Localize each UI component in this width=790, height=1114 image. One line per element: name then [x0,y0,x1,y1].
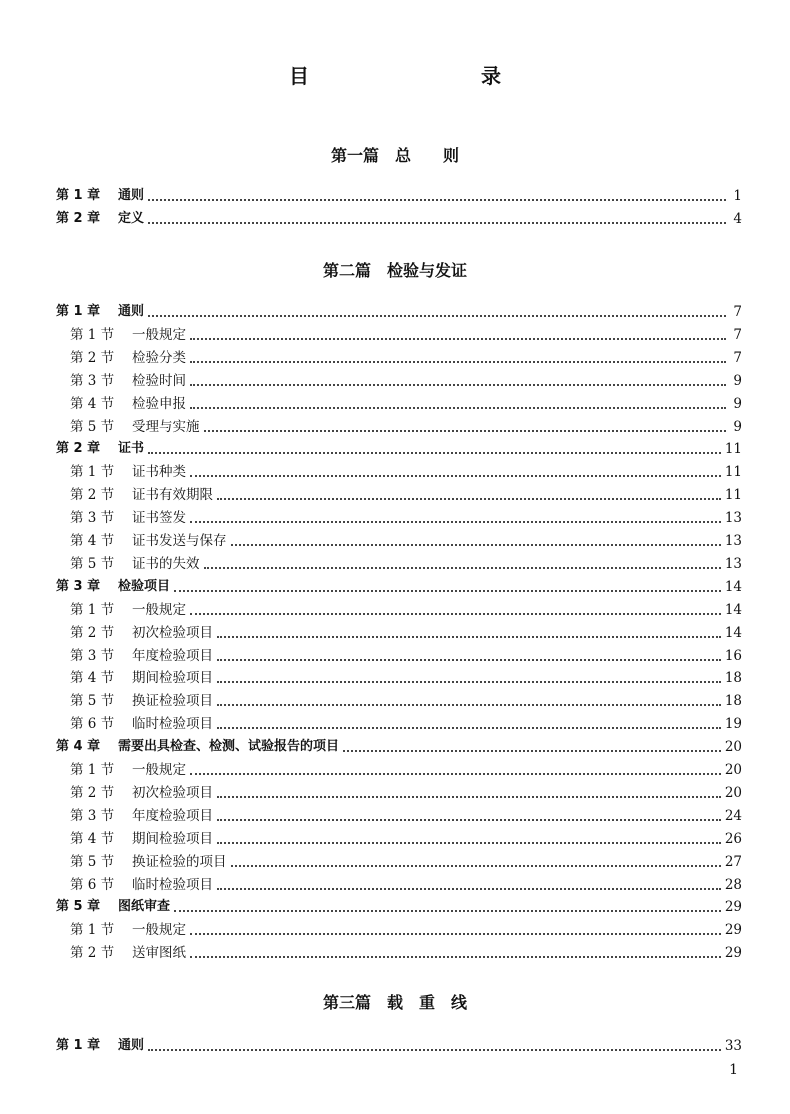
part-heading: 第一篇 总 则 [330,146,459,165]
entry-label [56,577,170,597]
entry-number: 第 2 节 [70,349,115,366]
entry-title: 证书有效期限 [132,487,213,504]
toc-section-entry[interactable] [70,852,742,872]
entry-page: 33 [724,1038,742,1054]
toc-section-entry[interactable] [70,943,742,963]
entry-page: 20 [724,762,742,778]
toc-section-entry[interactable] [70,394,742,414]
entry-number: 第 2 章 [56,210,101,226]
entry-label [56,186,144,206]
entry-number: 第 1 节 [70,326,115,343]
entry-title: 证书种类 [132,464,186,481]
part-heading: 第三篇 载 重 线 [322,993,467,1012]
entry-page: 14 [724,601,742,618]
dot-leader [217,659,721,661]
toc-section-entry[interactable] [70,875,742,895]
part-heading: 第二篇 检验与发证 [322,261,467,280]
entry-title: 检验分类 [132,349,186,366]
toc-section-entry[interactable] [70,462,742,482]
dot-leader [217,888,721,890]
dot-leader [190,773,721,775]
entry-number: 第 6 节 [70,876,115,893]
entry-page: 11 [724,464,742,481]
entry-title: 期间检验项目 [132,670,213,687]
entry-label [70,371,186,391]
toc-section-entry[interactable] [70,600,742,620]
entry-label [56,439,144,459]
entry-number: 第 5 节 [70,555,115,572]
entry-number: 第 2 节 [70,487,115,504]
entry-title: 通则 [118,304,145,319]
entry-title: 一般规定 [132,326,186,343]
entry-page: 13 [724,555,742,572]
entry-label [70,508,186,528]
entry-page: 4 [733,210,742,227]
entry-number: 第 1 章 [56,304,101,319]
entry-title: 证书的失效 [132,555,200,572]
dot-leader [148,452,721,454]
dot-leader [217,796,721,798]
entry-title: 临时检验项目 [132,716,213,733]
dot-leader [217,704,721,706]
entry-label [70,852,227,872]
toc-section-entry[interactable] [70,691,742,711]
entry-number: 第 5 节 [70,853,115,870]
entry-title: 送审图纸 [132,945,186,962]
entry-title: 检验时间 [132,372,186,389]
entry-page: 27 [724,853,742,870]
toc-chapter-entry[interactable] [56,577,742,597]
entry-title: 证书 [118,441,145,457]
entry-number: 第 5 节 [70,693,115,710]
entry-number: 第 3 节 [70,647,115,664]
entry-title: 证书签发 [132,510,186,527]
dot-leader [174,910,721,912]
dot-leader [190,613,721,615]
entry-title: 受理与实施 [132,418,200,435]
entry-page: 7 [733,304,742,320]
dot-leader [343,750,721,752]
entry-page: 18 [724,693,742,710]
dot-leader [190,361,726,363]
entry-number: 第 2 章 [56,441,101,457]
toc-section-entry[interactable] [70,646,742,666]
entry-label [56,897,170,917]
toc-section-entry[interactable] [70,623,742,643]
entry-label [70,920,186,940]
toc-section-entry[interactable] [70,783,742,803]
entry-title: 换证检验的项目 [132,853,227,870]
toc-chapter-entry[interactable] [56,897,742,917]
toc-chapter-entry[interactable] [56,209,742,229]
entry-page: 11 [724,441,742,458]
entry-number: 第 1 节 [70,922,115,939]
dot-leader [190,521,721,523]
entry-label [70,714,213,734]
entry-page: 29 [724,922,742,939]
entry-label [56,302,144,322]
entry-page: 11 [724,487,742,504]
toc-chapter-entry[interactable] [56,186,742,206]
entry-page: 9 [733,418,742,435]
entry-label [70,554,200,574]
dot-leader [217,727,721,729]
entry-title: 图纸审查 [118,899,171,915]
dot-leader [148,315,726,317]
entry-number: 第 2 节 [70,784,115,801]
entry-number: 第 4 章 [56,739,101,755]
entry-page: 9 [733,395,742,412]
toc-section-entry[interactable] [70,668,742,688]
entry-number: 第 4 节 [70,395,115,412]
entry-title: 初次检验项目 [132,624,213,641]
entry-title: 证书发送与保存 [132,533,227,549]
dot-leader [190,475,721,477]
entry-number: 第 4 节 [70,670,115,687]
entry-number: 第 2 节 [70,945,115,962]
toc-chapter-entry[interactable] [56,439,742,459]
entry-label [70,600,186,620]
entry-page: 20 [724,784,742,801]
entry-number: 第 1 章 [56,188,101,203]
toc-section-entry[interactable] [70,508,742,528]
entry-label [70,875,213,895]
dot-leader [217,498,721,500]
entry-label [70,531,227,551]
entry-label [56,209,144,229]
dot-leader [217,681,721,683]
dot-leader [190,338,726,340]
entry-label [70,943,186,963]
entry-label [56,737,339,757]
dot-leader [217,636,721,638]
dot-leader [190,384,726,386]
dot-leader [190,407,726,409]
entry-label [70,829,213,849]
entry-page: 1 [733,188,742,204]
toc-chapter-entry[interactable] [56,302,742,322]
entry-title: 通则 [118,1038,145,1053]
entry-number: 第 3 节 [70,510,115,527]
toc-section-entry[interactable] [70,806,742,826]
entry-page: 13 [724,533,742,549]
entry-page: 7 [733,349,742,366]
entry-label [70,783,213,803]
entry-number: 第 3 章 [56,578,101,594]
entry-page: 26 [724,830,742,847]
entry-label [70,646,213,666]
entry-title: 一般规定 [132,762,186,778]
toc-section-entry[interactable] [70,485,742,505]
toc-section-entry[interactable] [70,325,742,345]
entry-page: 14 [724,624,742,641]
entry-title: 期间检验项目 [132,830,213,847]
entry-number: 第 2 节 [70,624,115,641]
entry-page: 16 [724,647,742,664]
entry-title: 一般规定 [132,922,186,939]
entry-page: 14 [724,578,742,595]
toc-section-entry[interactable] [70,531,742,551]
toc-section-entry[interactable] [70,920,742,940]
entry-label [70,325,186,345]
entry-page: 29 [724,945,742,962]
entry-label [70,462,186,482]
toc-section-entry[interactable] [70,554,742,574]
entry-title: 临时检验项目 [132,876,213,893]
toc-section-entry[interactable] [70,829,742,849]
entry-title: 年度检验项目 [132,647,213,664]
dot-leader [204,430,727,432]
entry-page: 29 [724,899,742,916]
entry-page: 20 [724,739,742,756]
entry-title: 检验项目 [118,578,171,594]
entry-number: 第 4 节 [70,533,115,549]
entry-page: 28 [724,876,742,893]
page-number: 1 [729,1062,738,1078]
dot-leader [217,819,721,821]
entry-label [70,760,186,780]
entry-title: 年度检验项目 [132,807,213,824]
dot-leader [174,590,721,592]
entry-title: 一般规定 [132,601,186,618]
entry-title: 检验申报 [132,395,186,412]
entry-number: 第 5 节 [70,418,115,435]
entry-page: 19 [724,716,742,733]
entry-title: 需要出具检查、检测、试验报告的项目 [118,739,340,755]
entry-label [70,668,213,688]
entry-label [70,348,186,368]
entry-number: 第 5 章 [56,899,101,915]
dot-leader [190,956,721,958]
toc-title: 目 录 [289,64,545,88]
dot-leader [204,567,721,569]
dot-leader [148,222,726,224]
entry-label [70,417,200,437]
dot-leader [217,842,721,844]
dot-leader [231,544,721,546]
entry-title: 定义 [118,210,145,226]
toc-section-entry[interactable] [70,417,742,437]
toc-section-entry[interactable] [70,760,742,780]
entry-number: 第 4 节 [70,830,115,847]
dot-leader [231,865,721,867]
entry-label [70,623,213,643]
entry-number: 第 3 节 [70,372,115,389]
entry-number: 第 1 节 [70,601,115,618]
entry-label [70,691,213,711]
entry-number: 第 1 节 [70,464,115,481]
entry-label [70,806,213,826]
entry-number: 第 3 节 [70,807,115,824]
dot-leader [148,1049,721,1051]
toc-section-entry[interactable] [70,371,742,391]
toc-section-entry[interactable] [70,714,742,734]
entry-title: 初次检验项目 [132,784,213,801]
entry-label [70,485,213,505]
dot-leader [148,199,726,201]
toc-section-entry[interactable] [70,348,742,368]
entry-page: 7 [733,326,742,343]
entry-page: 18 [724,670,742,687]
entry-label [70,394,186,414]
entry-number: 第 1 章 [56,1038,101,1053]
entry-label [56,1036,144,1056]
entry-title: 通则 [118,188,145,203]
entry-page: 24 [724,807,742,824]
entry-page: 9 [733,372,742,389]
entry-number: 第 1 节 [70,762,115,778]
entry-page: 13 [724,510,742,527]
entry-number: 第 6 节 [70,716,115,733]
toc-chapter-entry[interactable] [56,737,742,757]
dot-leader [190,933,721,935]
toc-chapter-entry[interactable] [56,1036,742,1056]
entry-title: 换证检验项目 [132,693,213,710]
